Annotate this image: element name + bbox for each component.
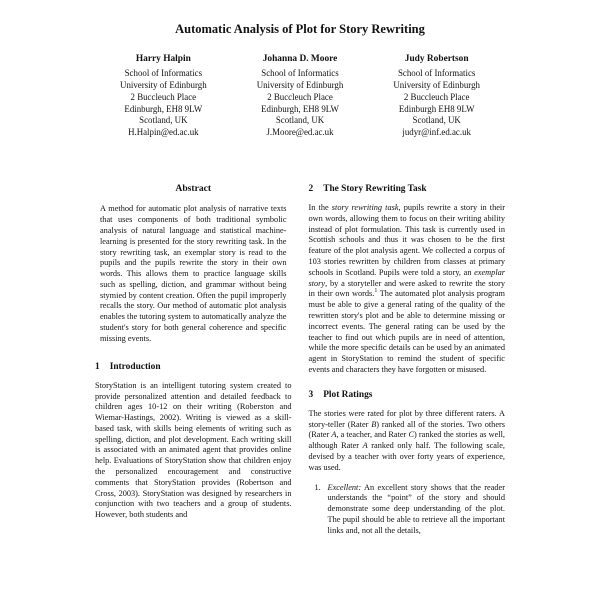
left-column bbox=[95, 183, 292, 537]
author-1 bbox=[95, 53, 232, 139]
author-block bbox=[95, 53, 505, 139]
author-2 bbox=[232, 53, 369, 139]
section-2-paragraph: In the story rewriting task, pupils rewrite a story in their own words, allowing them to focus on their writing ability instead of plot formulation. This task is currently used in Scottish schools and thus it was chosen to be the first feature of the plot analysis agent. We collected a corpus of 103 stories rewritten by children from classes at primary schools in Scotland. Pupils were told a story, an exemplar story, by a storyteller and were asked to rewrite the story in their own words.$^1$ The automated plot analysis program must be able to give a general rating of the quality of the rewritten story's plot and be able to determine missing or incorrect events. The general rating can be used by the teacher to find out which pupils are in need of attention, while the more specific details can be used by an animated agent in StoryStation to remind the student of specific events and characters they have forgotten or misused. bbox=[308, 203, 506, 374]
author-2-email: J.Moore@ed.ac.uk bbox=[266, 127, 334, 138]
two-column-body bbox=[95, 183, 505, 537]
section-2-title: The Story Rewriting Task bbox=[323, 183, 427, 194]
section-1-number: 1 bbox=[95, 361, 100, 372]
author-3-email: judyr@inf.ed.ac.uk bbox=[402, 127, 471, 138]
author-3-affiliation-line: University of Edinburgh bbox=[393, 80, 480, 91]
section-2-heading bbox=[309, 183, 506, 195]
author-3-affiliation-line: Edinburgh EH8 9LW bbox=[398, 103, 475, 114]
author-2-affiliation-line: Scotland, UK bbox=[275, 115, 325, 126]
right-column bbox=[309, 183, 506, 537]
paper-title: Automatic Analysis of Plot for Story Rewriting bbox=[175, 22, 425, 36]
list-item-text: Excellent: An excellent story shows that the reader understands the “point” of the story and should demonstrate some deep understanding of the plot. The pupil should be able to retrieve all the important links and, not all the details, bbox=[327, 482, 505, 535]
author-2-affiliation-line: 2 Buccleuch Place bbox=[267, 91, 333, 102]
author-3-name: Judy Robertson bbox=[404, 54, 469, 64]
author-3-affiliation-line: 2 Buccleuch Place bbox=[403, 91, 470, 102]
author-2-name: Johanna D. Moore bbox=[262, 54, 338, 64]
author-1-name: Harry Halpin bbox=[135, 54, 191, 64]
author-2-affiliation-line: University of Edinburgh bbox=[256, 80, 344, 91]
section-1-title: Introduction bbox=[109, 361, 161, 372]
author-1-affiliation-line: Scotland, UK bbox=[139, 115, 188, 126]
author-2-affiliation-line: School of Informatics bbox=[261, 68, 339, 79]
section-1-heading bbox=[95, 361, 292, 373]
author-3 bbox=[368, 53, 505, 139]
section-2-number: 2 bbox=[308, 183, 314, 194]
author-3-affiliation-line: Scotland, UK bbox=[412, 115, 461, 126]
abstract-text: A method for automatic plot analysis of narrative texts that uses components of both traditional symbolic analysis of natural language and statistical machine-learning is presented for the story rewriting task. In the story rewriting task, an exemplar story is read to the pupils and the pupils rewrite the story in their own words. This allows them to practice language skills such as spelling, diction, and grammar without being stymied by content creation. Often the pupil improperly recalls the story. Our method of automatic plot analysis enables the tutoring system to automatically analyze the student's story for both general coherence and specific missing events. bbox=[100, 204, 287, 343]
section-3-title: Plot Ratings bbox=[323, 389, 373, 400]
section-3-number: 3 bbox=[308, 389, 314, 400]
author-1-affiliation-line: Edinburgh, EH8 9LW bbox=[124, 103, 203, 114]
section-3-heading bbox=[309, 389, 506, 401]
author-1-affiliation-line: 2 Buccleuch Place bbox=[130, 91, 197, 102]
author-2-affiliation-line: Edinburgh, EH8 9LW bbox=[261, 103, 339, 114]
author-1-email: H.Halpin@ed.ac.uk bbox=[128, 127, 199, 138]
list-item-marker: 1. bbox=[314, 482, 321, 492]
author-1-affiliation-line: University of Edinburgh bbox=[120, 80, 207, 91]
section-1-paragraph: StoryStation is an intelligent tutoring system created to provide personalized attention and detailed feedback to children ages 10-12 on their writing (Roberston and Wiemar-Hastings, 2002). Writing is viewed as a skill-based task, with skills being elements of writing such as spelling, diction, and plot development. Each writing skill is associated with an animated agent that provides online help. Evaluations of StoryStation show that children enjoy the personalized encouragement and constructive comments that StoryStation provides (Robertson and Cross, 2003). StoryStation was designed by researchers in conjunction with two teachers and a group of students. However, both students and bbox=[95, 380, 292, 520]
abstract-heading: Abstract bbox=[175, 182, 212, 194]
author-1-affiliation-line: School of Informatics bbox=[124, 68, 203, 79]
section-3-paragraph: The stories were rated for plot by three different raters. A story-teller (Rater B) ranked all of the stories. Two others (Rater A, a teacher, and Rater C) ranked the stories as well, although Rater A ranked only half. The following scale, devised by a teacher with over forty years of experience, was used. bbox=[308, 408, 506, 472]
rating-scale-item-1 bbox=[315, 483, 506, 537]
author-3-affiliation-line: School of Informatics bbox=[397, 68, 476, 79]
